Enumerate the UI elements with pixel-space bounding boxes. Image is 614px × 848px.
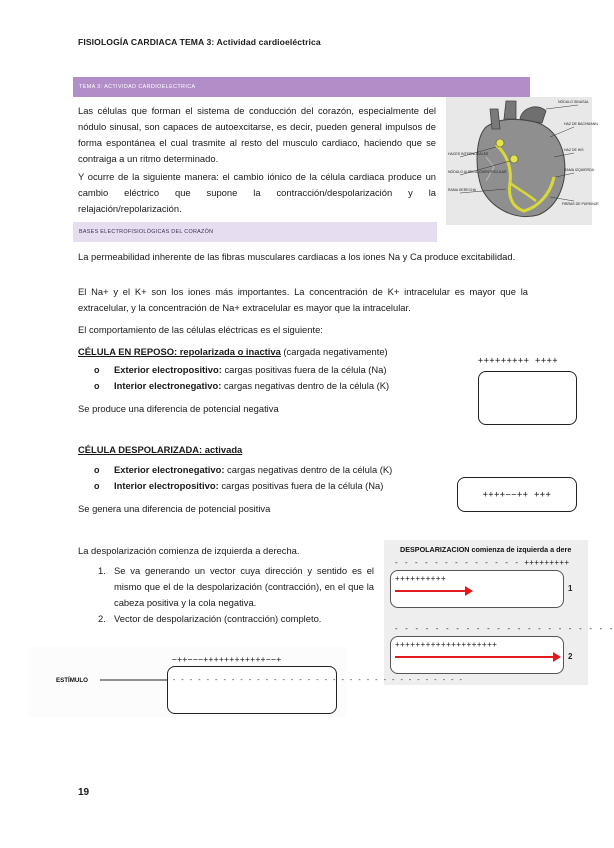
heart-label-3: HACES INTERNODALES	[448, 152, 489, 156]
step-2-text: Vector de despolarización (contracción) completo.	[114, 613, 322, 624]
list-item	[78, 462, 438, 478]
reposo-cell-signs: +++++++++ ++++	[478, 356, 559, 366]
reposo-note: Se produce una diferencia de potencial negativa	[78, 403, 279, 414]
reposo-title: CÉLULA EN REPOSO: repolarizada o inactiva	[78, 346, 281, 357]
reposo-b1-label: Exterior electropositivo:	[114, 364, 222, 375]
despol-heading	[78, 442, 458, 458]
despol-b1-label: Exterior electronegativo:	[114, 464, 225, 475]
heart-label-7: RAMA DERECHA	[448, 188, 477, 192]
reposo-b2-label: Interior electronegativo:	[114, 380, 222, 391]
direction-text: La despolarización comienza de izquierda a derecha.	[78, 545, 300, 556]
intro-paragraph-1: Las células que forman el sistema de conducción del corazón, especialmente del nódulo sinusal, son capaces de autoexcitarse, es decir, pueden general impulsos de forma espontánea el cual trasmite al resto del musculo cardiaco, haciendo que se contraiga a un ritmo determinado.	[78, 105, 436, 164]
section-band-bases-label: BASES ELECTROFISIOLÓGICAS DEL CORAZÓN	[79, 229, 214, 235]
list-item	[78, 378, 438, 394]
step-2-number: 2.	[98, 613, 106, 624]
intro-paragraph-2: Y ocurre de la siguiente manera: el cambio iónico de la célula cardiaca produce un cambio eléctrico que supone la contracción/despolarización y la relajación/repolarización.	[78, 171, 436, 214]
despol-cell-signs: ++++−−++ +++	[482, 489, 552, 500]
reposo-b1-text: cargas positivas fuera de la célula (Na)	[221, 364, 387, 375]
heart-label-4: NÓDULO AURICULOVENTRICULAR	[448, 170, 507, 174]
stimulus-label: ESTÍMULO	[56, 677, 88, 684]
depolarization-figure	[384, 540, 614, 685]
stimulus-inner-dashes: - - - - - - - - - - - - - - - - - - - - - - - - - - - - - - - - - - -	[172, 676, 463, 684]
step-1-number: 1.	[98, 565, 106, 576]
bases-paragraph-1: La permeabilidad inherente de las fibras musculares cardiacas a los iones Na y Ca produce excitabilidad.	[78, 251, 516, 262]
depol-row1-cell	[390, 570, 564, 608]
despol-title: CÉLULA DESPOLARIZADA: activada	[78, 444, 243, 455]
bases-paragraph-3: El comportamiento de las células eléctricas es el siguiente:	[78, 324, 323, 335]
list-item	[78, 478, 438, 494]
section-band-bases	[73, 222, 437, 242]
despol-cell-diagram	[457, 477, 577, 512]
depol-row2-inner-signs: ++++++++++++++++++++	[395, 640, 498, 649]
depol-row2-number: 2	[568, 652, 573, 661]
despol-b1-text: cargas negativas dentro de la célula (K)	[224, 464, 393, 475]
heart-label-8: FIBRAS DE PURKINJE	[562, 202, 599, 206]
page-number: 19	[78, 787, 90, 798]
heart-label-1: NÓDULO SINUSAL	[558, 100, 589, 104]
depol-row2-cell	[390, 636, 564, 674]
depol-row1-inner-signs: ++++++++++	[395, 574, 447, 583]
depol-row2-top-signs: - - - - - - - - - - - - - - - - - - - - - -	[394, 624, 614, 633]
list-item	[78, 362, 438, 378]
section-band-tema-label: TEMA 3: ACTIVIDAD CARDIOELECTRICA	[79, 84, 196, 90]
depol-row2-arrow-icon	[393, 650, 563, 664]
heart-label-6: RAMA IZQUIERDA	[564, 168, 594, 172]
despol-note: Se genera una diferencia de potencial positiva	[78, 503, 271, 514]
list-item	[78, 563, 374, 611]
depol-row1-top-signs: - - - - - - - - - - - - - +++++++++	[394, 558, 570, 567]
list-item	[78, 611, 374, 627]
heart-conduction-figure	[446, 97, 599, 225]
section-band-tema	[73, 77, 530, 97]
direction-steps	[78, 563, 374, 627]
depol-row1-number: 1	[568, 584, 573, 593]
reposo-title-suffix: (cargada negativamente)	[280, 346, 388, 357]
depol-figure-title: DESPOLARIZACION comienza de izquierda a dere	[400, 545, 572, 554]
reposo-b2-text: cargas negativas dentro de la célula (K)	[221, 380, 390, 391]
heart-label-2: HAZ DE BACHMANN	[564, 122, 598, 126]
step-1-text: Se va generando un vector cuya dirección y sentido es el mismo que el de la despolarización (contracción), en el que la cabeza positiva y la cola negativa.	[114, 565, 374, 608]
reposo-cell-diagram	[478, 371, 577, 425]
despol-b2-text: cargas positivas fuera de la célula (Na)	[218, 480, 384, 491]
stimulus-figure	[28, 647, 463, 717]
stimulus-cell	[167, 666, 463, 714]
despol-list	[78, 462, 438, 494]
reposo-heading	[78, 344, 458, 360]
reposo-list	[78, 362, 438, 394]
heart-label-5: HAZ DE HIS	[564, 148, 584, 152]
heart-illustration	[446, 97, 599, 225]
document-header: FISIOLOGÍA CARDIACA TEMA 3: Actividad cardioeléctrica	[78, 37, 321, 47]
bases-paragraph-2: El Na+ y el K+ son los iones más importantes. La concentración de K+ intracelular es mayor que la extracelular, y la concentración de Na+ extracelular es mayor que la intracelular.	[78, 286, 528, 313]
despol-b2-label: Interior electropositivo:	[114, 480, 219, 491]
depol-row1-arrow-icon	[393, 584, 473, 598]
stimulus-top-signs: −++−−−++++++++++++−−+	[172, 655, 282, 664]
